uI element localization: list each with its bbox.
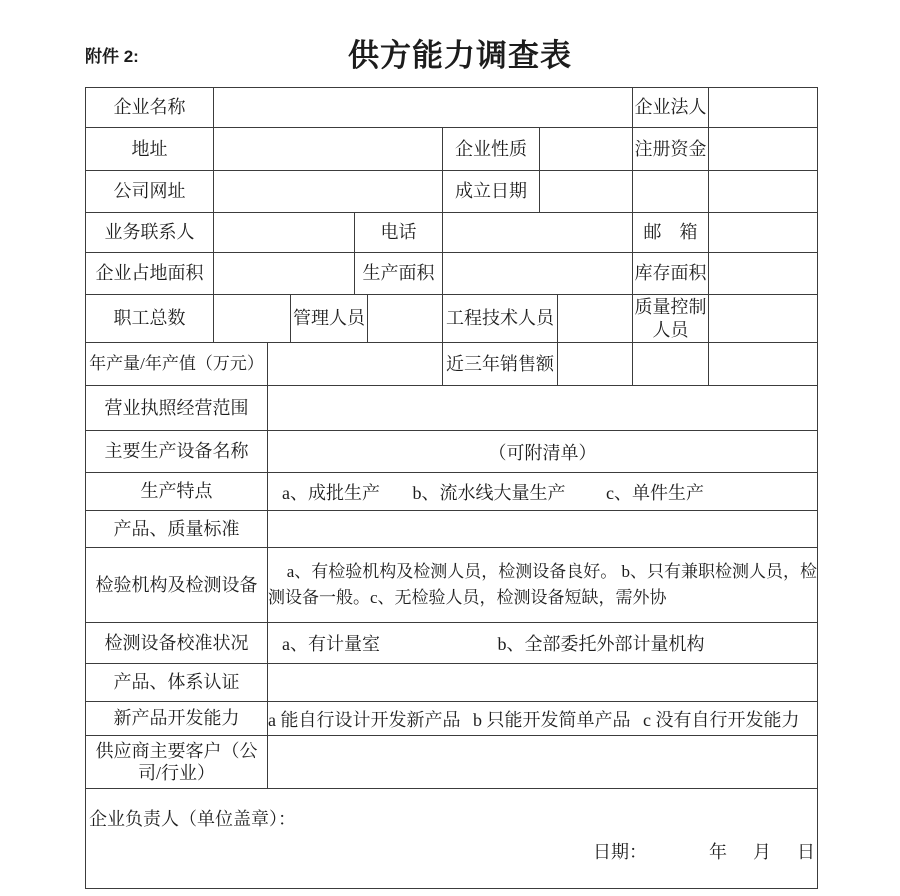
page-title: 供方能力调查表: [348, 38, 572, 73]
field-value-staff-qc: [709, 295, 818, 343]
field-label-staff-engineering: 工程技术人员: [443, 295, 558, 343]
field-value-company-name: [214, 88, 633, 128]
field-value-production-area: [443, 253, 633, 295]
field-label-certification: 产品、体系认证: [86, 664, 268, 702]
inspection-options: a、有检验机构及检测人员，检测设备良好。 b、只有兼职检测人员，检测设备一般。c、无检验人员，检测设备短缺，需外协: [268, 561, 817, 607]
field-label-license-scope: 营业执照经营范围: [86, 386, 268, 431]
field-value-legal-person: [709, 88, 818, 128]
equipment-note: （可附清单）: [268, 431, 818, 473]
field-value-staff-total: [214, 295, 291, 343]
row-quality-standard: [86, 511, 818, 548]
field-label-founding-date: 成立日期: [443, 171, 540, 213]
recent-sales-year-cell: [558, 343, 633, 386]
new-product-option-a: a 能自行设计开发新产品: [268, 709, 461, 730]
field-value-email: [709, 213, 818, 253]
recent-sales-year-cell: [633, 343, 709, 386]
field-value-main-customers: [268, 736, 818, 789]
attachment-label: 附件 2:: [85, 47, 139, 66]
field-value-annual-output: [268, 343, 443, 386]
field-value-founding-date: [540, 171, 633, 213]
field-label-production-feature: 生产特点: [86, 473, 268, 511]
field-label-contact: 业务联系人: [86, 213, 214, 253]
row-company-name: [86, 88, 818, 128]
date-month-label: 月: [753, 842, 771, 862]
signer-label: 企业负责人（单位盖章）：: [89, 809, 296, 829]
field-label-equipment-name: 主要生产设备名称: [86, 431, 268, 473]
field-label-calibration: 检测设备校准状况: [86, 623, 268, 664]
field-label-production-area: 生产面积: [355, 253, 443, 295]
field-label-legal-person: 企业法人: [633, 88, 709, 128]
row-production-feature: [86, 473, 818, 511]
inspection-options-cell: [268, 548, 818, 623]
production-option-a: a、成批生产: [282, 482, 380, 503]
field-label-staff-management: 管理人员: [291, 295, 368, 343]
row-new-product: [86, 702, 818, 736]
supplier-survey-table: [85, 87, 818, 889]
field-label-staff-qc: 质量控制人员: [633, 295, 709, 343]
field-value-storage-area: [709, 253, 818, 295]
field-label-address: 地址: [86, 128, 214, 171]
field-label-recent-sales: 近三年销售额: [443, 343, 558, 386]
field-value-contact: [214, 213, 355, 253]
row-website: [86, 171, 818, 213]
new-product-option-b: b 只能开发简单产品: [473, 709, 631, 730]
field-label-annual-output: 年产量/年产值（万元）: [86, 343, 268, 386]
empty-cell: [709, 171, 818, 213]
field-value-land-area: [214, 253, 355, 295]
field-label-main-customers: 供应商主要客户（公司/行业）: [86, 736, 268, 789]
row-staff: [86, 295, 818, 343]
field-value-phone: [443, 213, 633, 253]
row-calibration: [86, 623, 818, 664]
row-address: [86, 128, 818, 171]
new-product-options: [268, 702, 818, 736]
row-land-area: [86, 253, 818, 295]
field-value-address: [214, 128, 443, 171]
empty-cell: [633, 171, 709, 213]
field-label-land-area: 企业占地面积: [86, 253, 214, 295]
row-inspection: [86, 548, 818, 623]
row-equipment: [86, 431, 818, 473]
field-label-new-product: 新产品开发能力: [86, 702, 268, 736]
field-label-phone: 电话: [355, 213, 443, 253]
new-product-option-c: c 没有自行开发能力: [643, 709, 800, 730]
production-option-c: c、单件生产: [606, 482, 704, 503]
field-value-enterprise-nature: [540, 128, 633, 171]
date-year-label: 年: [709, 842, 727, 862]
date-line: [89, 838, 817, 864]
field-value-staff-management: [368, 295, 443, 343]
row-contact: [86, 213, 818, 253]
field-label-email: 邮 箱: [633, 213, 709, 253]
field-label-inspection: 检验机构及检测设备: [86, 548, 268, 623]
field-label-quality-standard: 产品、质量标准: [86, 511, 268, 548]
field-value-staff-engineering: [558, 295, 633, 343]
field-label-staff-total: 职工总数: [86, 295, 214, 343]
field-label-website: 公司网址: [86, 171, 214, 213]
field-label-enterprise-nature: 企业性质: [443, 128, 540, 171]
production-option-b: b、流水线大量生产: [412, 482, 566, 503]
calibration-options: [268, 623, 818, 664]
recent-sales-year-cell: [709, 343, 818, 386]
field-label-registered-capital: 注册资金: [633, 128, 709, 171]
row-main-customers: [86, 736, 818, 789]
signature-cell: [86, 789, 818, 889]
row-license-scope: [86, 386, 818, 431]
field-label-storage-area: 库存面积: [633, 253, 709, 295]
calibration-option-a: a、有计量室: [282, 634, 380, 654]
row-certification: [86, 664, 818, 702]
field-value-license-scope: [268, 386, 818, 431]
production-options: [268, 473, 818, 511]
field-value-website: [214, 171, 443, 213]
field-label-company-name: 企业名称: [86, 88, 214, 128]
row-signature: [86, 789, 818, 889]
calibration-option-b: b、全部委托外部计量机构: [497, 634, 705, 654]
field-value-registered-capital: [709, 128, 818, 171]
field-value-quality-standard: [268, 511, 818, 548]
row-output: [86, 343, 818, 386]
field-value-certification: [268, 664, 818, 702]
date-label: 日期：: [593, 842, 647, 862]
date-day-label: 日: [797, 842, 815, 862]
